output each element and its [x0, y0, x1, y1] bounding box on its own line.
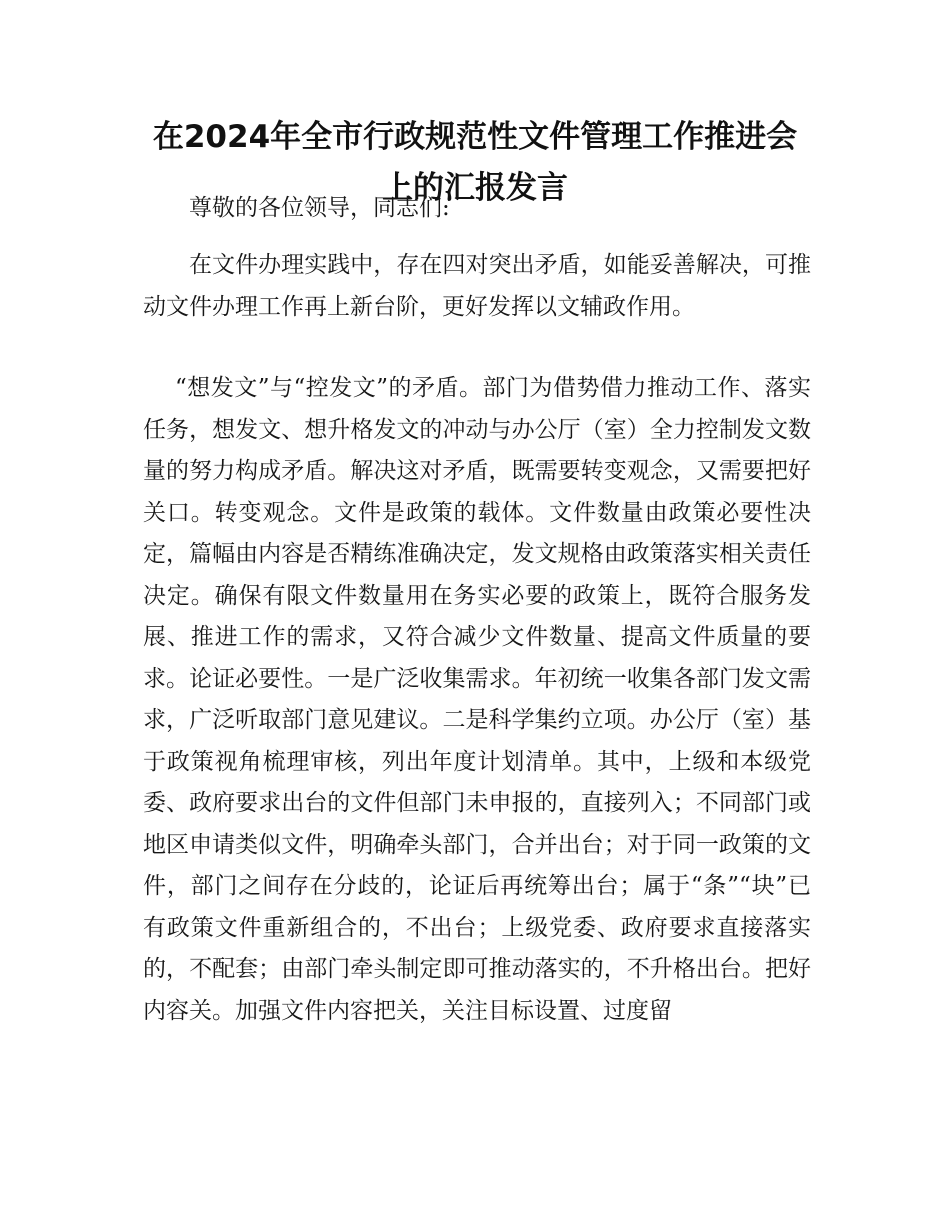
title-line-1: 在2024年全市行政规范性文件管理工作推进会	[152, 119, 798, 155]
paragraph-contradiction-one: “想发文”与“控发文”的矛盾。部门为借势借力推动工作、落实任务，想发文、想升格发文的冲动与办公厅（室）全力控制发文数量的努力构成矛盾。解决这对矛盾，既需要转变观念，又需要把好关口。转变观念。文件是政策的载体。文件数量由政策必要性决定，篇幅由内容是否精练准确决定，发文规格由政策落实相关责任决定。确保有限文件数量用在务实必要的政策上，既符合服务发展、推进工作的需求，又符合减少文件数量、提高文件质量的要求。论证必要性。一是广泛收集需求。年初统一收集各部门发文需求，广泛听取部门意见建议。二是科学集约立项。办公厅（室）基于政策视角梳理审核，列出年度计划清单。其中，上级和本级党委、政府要求出台的文件但部门未申报的，直接列入；不同部门或地区申请类似文件，明确牵头部门，合并出台；对于同一政策的文件，部门之间存在分歧的，论证后再统筹出台；属于“条”“块”已有政策文件重新组合的，不出台；上级党委、政府要求直接落实的，不配套；由部门牵头制定即可推动落实的，不升格出台。把好内容关。加强文件内容把关，关注目标设置、过度留	[143, 375, 811, 1024]
title-line-2: 上的汇报发言	[382, 170, 568, 206]
salutation: 尊敬的各位领导，同志们:	[189, 195, 450, 221]
paragraph-intro: 在文件办理实践中，存在四对突出矛盾，如能妥善解决，可推动文件办理工作再上新台阶，更好发挥以文辅政作用。	[143, 252, 811, 320]
